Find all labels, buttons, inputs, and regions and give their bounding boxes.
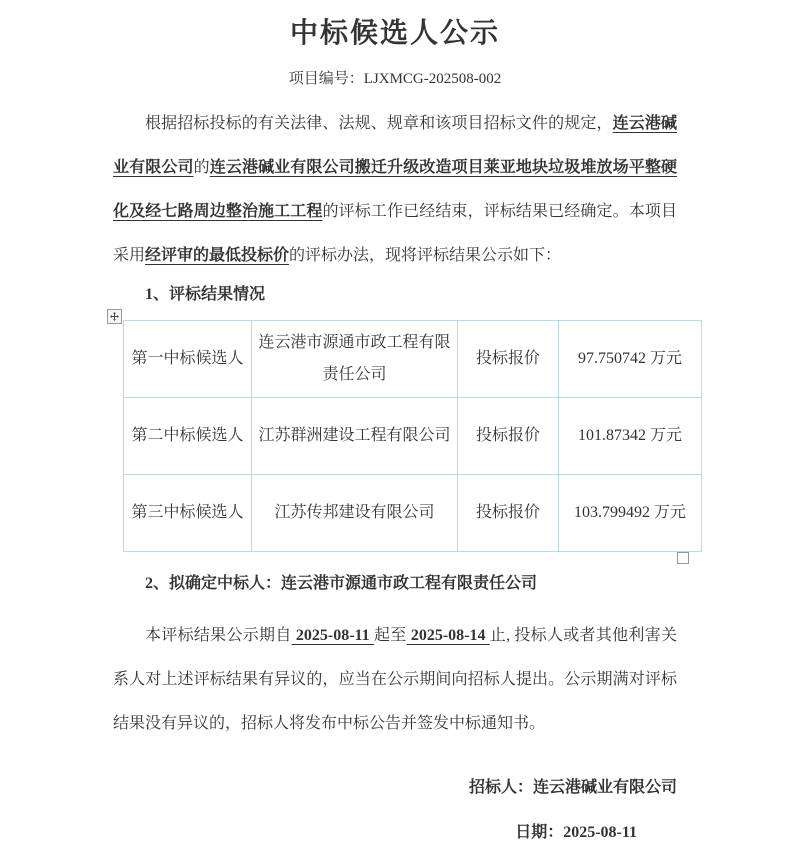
cell-label: 投标报价 <box>458 321 559 398</box>
tenderer-line: 招标人：连云港碱业有限公司 <box>468 779 677 796</box>
table-row <box>124 475 702 552</box>
cell-rank: 第二中标候选人 <box>124 398 252 475</box>
table-row <box>124 398 702 475</box>
cell-company: 连云港市源通市政工程有限责任公司 <box>252 321 458 398</box>
date-line: 日期：2025-08-11 <box>515 824 637 841</box>
result-table <box>123 320 702 552</box>
cell-rank: 第一中标候选人 <box>124 321 252 398</box>
footer <box>113 773 677 844</box>
table-move-handle[interactable] <box>107 309 122 324</box>
table-resize-handle[interactable] <box>677 552 689 564</box>
cell-price: 103.799492 万元 <box>559 475 702 552</box>
cell-price: 101.87342 万元 <box>559 398 702 475</box>
page-title: 中标候选人公示 <box>289 18 500 49</box>
cell-company: 江苏群洲建设工程有限公司 <box>252 398 458 475</box>
table-row <box>124 321 702 398</box>
cell-label: 投标报价 <box>458 475 559 552</box>
result-table-wrap <box>123 320 686 552</box>
cell-rank: 第三中标候选人 <box>124 475 252 552</box>
section2-heading: 2、拟确定中标人：连云港市源通市政工程有限责任公司 <box>145 575 538 592</box>
cell-company: 江苏传邦建设有限公司 <box>252 475 458 552</box>
table-move-icon <box>110 312 119 321</box>
cell-label: 投标报价 <box>458 398 559 475</box>
section1-heading: 1、评标结果情况 <box>145 286 266 303</box>
intro-paragraph: 根据招标投标的有关法律、法规、规章和该项目招标文件的规定，连云港碱业有限公司的连云港碱业有限公司搬迁升级改造项目莱亚地块垃圾堆放场平整硬化及经七路周边整治施工工程的评标工作已经结束，评标结果已经确定。本项目采用经评审的最低投标价的评标办法，现将评标结果公示如下： <box>113 115 677 264</box>
notice-paragraph: 本评标结果公示期自 2025-08-11 起至 2025-08-14 止, 投标人或者其他利害关系人对上述评标结果有异议的，应当在公示期间向招标人提出。公示期满对评标结果没有异议的，招标人将发布中标公告并签发中标通知书。 <box>113 627 677 732</box>
project-number: 项目编号：LJXMCG-202508-002 <box>288 71 502 87</box>
cell-price: 97.750742 万元 <box>559 321 702 398</box>
